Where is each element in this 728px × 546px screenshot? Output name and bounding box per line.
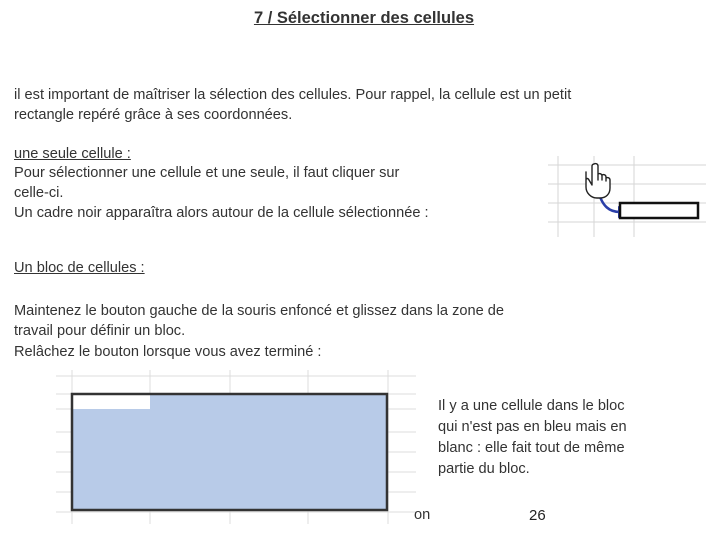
block-line-3: Relâchez le bouton lorsque vous avez terminé :: [14, 344, 322, 360]
single-cell-line-3: Un cadre noir apparaîtra alors autour de la cellule sélectionnée :: [14, 205, 429, 221]
block-line-1: Maintenez le bouton gauche de la souris enfoncé et glissez dans la zone de: [14, 303, 505, 319]
footer-text: on: [414, 507, 431, 523]
note-line-3: blanc : elle fait tout de même: [438, 440, 625, 456]
page-number: 26: [529, 507, 546, 524]
block-heading: Un bloc de cellules :: [14, 260, 145, 276]
active-cell: [72, 394, 150, 409]
grid-lines: [548, 156, 706, 237]
single-cell-heading: une seule cellule :: [14, 146, 131, 162]
single-cell-line-2: celle-ci.: [14, 185, 64, 201]
block-selection-illustration: [50, 366, 420, 526]
note-line-2: qui n'est pas en bleu mais en: [438, 419, 627, 435]
selection-fill: [72, 394, 387, 510]
hand-pointer-icon: [586, 164, 610, 198]
single-cell-line-1: Pour sélectionner une cellule et une seule, il faut cliquer sur: [14, 165, 400, 181]
note-line-1: Il y a une cellule dans le bloc: [438, 398, 625, 414]
single-cell-illustration: [540, 152, 710, 244]
note-line-4: partie du bloc.: [438, 461, 530, 477]
block-line-2: travail pour définir un bloc.: [14, 323, 186, 339]
intro-line-1: il est important de maîtriser la sélection des cellules. Pour rappel, la cellule est un petit: [14, 87, 572, 103]
page-title: 7 / Sélectionner des cellules: [253, 9, 475, 27]
selected-cell-frame: [620, 203, 698, 218]
intro-line-2: rectangle repéré grâce à ses coordonnées.: [14, 107, 293, 123]
